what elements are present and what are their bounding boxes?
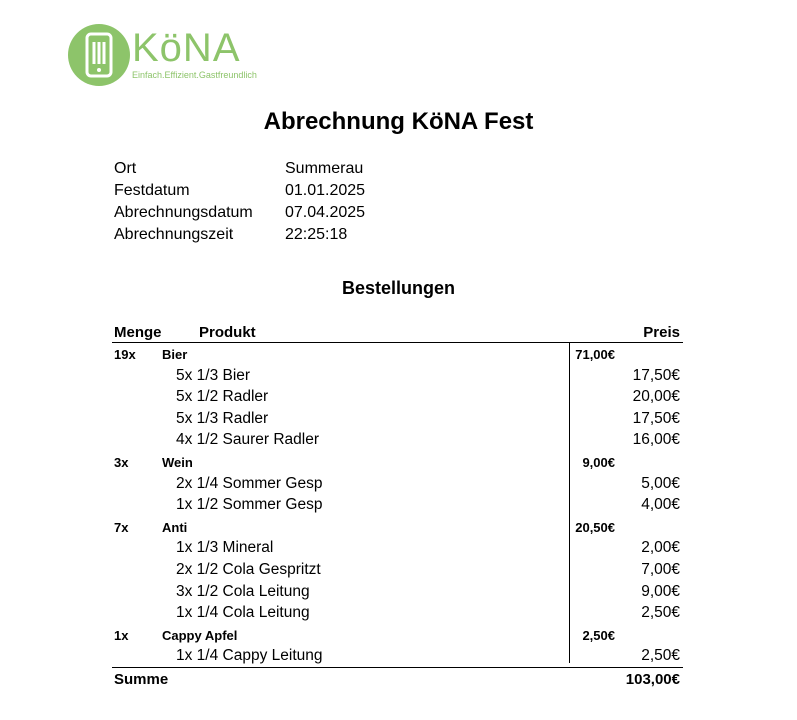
item-price: 5,00€ <box>641 474 680 492</box>
item-label: 5x 1/3 Radler <box>176 409 269 427</box>
item-price: 9,00€ <box>641 582 680 600</box>
meta-row-abrechnungsdatum <box>114 202 365 224</box>
column-header-product: Produkt <box>199 324 256 341</box>
category-qty: 1x <box>114 627 129 643</box>
category-sum: 20,50€ <box>575 519 615 535</box>
item-row <box>112 537 683 559</box>
item-row <box>112 473 683 495</box>
total-label: Summe <box>114 670 169 688</box>
item-price: 2,50€ <box>641 647 680 665</box>
item-price: 17,50€ <box>632 409 680 427</box>
meta-value: Summerau <box>285 160 364 177</box>
column-header-qty: Menge <box>114 324 162 341</box>
total-row <box>112 667 683 690</box>
item-label: 5x 1/2 Radler <box>176 388 269 406</box>
item-label: 5x 1/3 Bier <box>176 366 251 384</box>
category-row-cappy-apfel <box>112 624 683 646</box>
item-label: 1x 1/4 Cappy Leitung <box>176 647 323 665</box>
item-row <box>112 494 683 516</box>
item-row <box>112 429 683 451</box>
item-label: 1x 1/2 Sommer Gesp <box>176 496 323 514</box>
category-row-anti <box>112 516 683 538</box>
item-label: 2x 1/4 Sommer Gesp <box>176 474 323 492</box>
page-title: Abrechnung KöNA Fest <box>263 108 534 135</box>
meta-value: 01.01.2025 <box>285 182 366 199</box>
meta-row-ort <box>114 158 365 180</box>
meta-row-festdatum <box>114 180 365 202</box>
category-qty: 3x <box>114 454 129 470</box>
item-price: 2,00€ <box>641 539 680 557</box>
item-row <box>112 365 683 387</box>
category-name: Cappy Apfel <box>162 627 238 643</box>
item-price: 4,00€ <box>641 496 680 514</box>
item-price: 2,50€ <box>641 604 680 622</box>
item-price: 16,00€ <box>632 431 680 449</box>
orders-heading: Bestellungen <box>341 278 456 298</box>
item-label: 1x 1/3 Mineral <box>176 539 274 557</box>
kona-logo <box>68 24 258 88</box>
logo-wordmark: KöNA <box>132 26 241 70</box>
orders-table <box>112 323 683 690</box>
meta-row-abrechnungszeit <box>114 224 365 246</box>
phone-app-icon <box>68 24 130 86</box>
table-header <box>112 323 683 343</box>
item-row <box>112 559 683 581</box>
meta-value: 07.04.2025 <box>285 204 366 221</box>
item-label: 3x 1/2 Cola Leitung <box>176 582 310 600</box>
meta-value: 22:25:18 <box>285 226 348 243</box>
item-row <box>112 386 683 408</box>
column-header-price: Preis <box>643 324 680 341</box>
category-name: Wein <box>162 454 193 470</box>
item-price: 17,50€ <box>632 366 680 384</box>
category-sum: 2,50€ <box>582 627 615 643</box>
category-sum: 71,00€ <box>575 347 615 362</box>
meta-label: Ort <box>114 160 137 177</box>
item-row <box>112 408 683 430</box>
item-price: 7,00€ <box>641 560 680 578</box>
item-row <box>112 602 683 624</box>
category-sum: 9,00€ <box>582 454 615 470</box>
item-label: 2x 1/2 Cola Gespritzt <box>176 560 321 578</box>
total-value: 103,00€ <box>625 670 680 688</box>
item-row <box>112 581 683 603</box>
category-row-bier <box>112 343 683 365</box>
category-row-wein <box>112 451 683 473</box>
meta-label: Abrechnungsdatum <box>114 204 253 221</box>
category-name: Bier <box>162 347 188 362</box>
item-row <box>112 645 683 667</box>
category-name: Anti <box>162 519 188 535</box>
logo-tagline: Einfach.Effizient.Gastfreundlich <box>132 70 257 80</box>
item-label: 4x 1/2 Saurer Radler <box>176 431 320 449</box>
meta-label: Abrechnungszeit <box>114 226 234 243</box>
item-label: 1x 1/4 Cola Leitung <box>176 604 310 622</box>
category-qty: 19x <box>114 347 136 362</box>
meta-label: Festdatum <box>114 182 190 199</box>
item-price: 20,00€ <box>632 388 680 406</box>
category-qty: 7x <box>114 519 129 535</box>
meta-block <box>114 158 365 246</box>
